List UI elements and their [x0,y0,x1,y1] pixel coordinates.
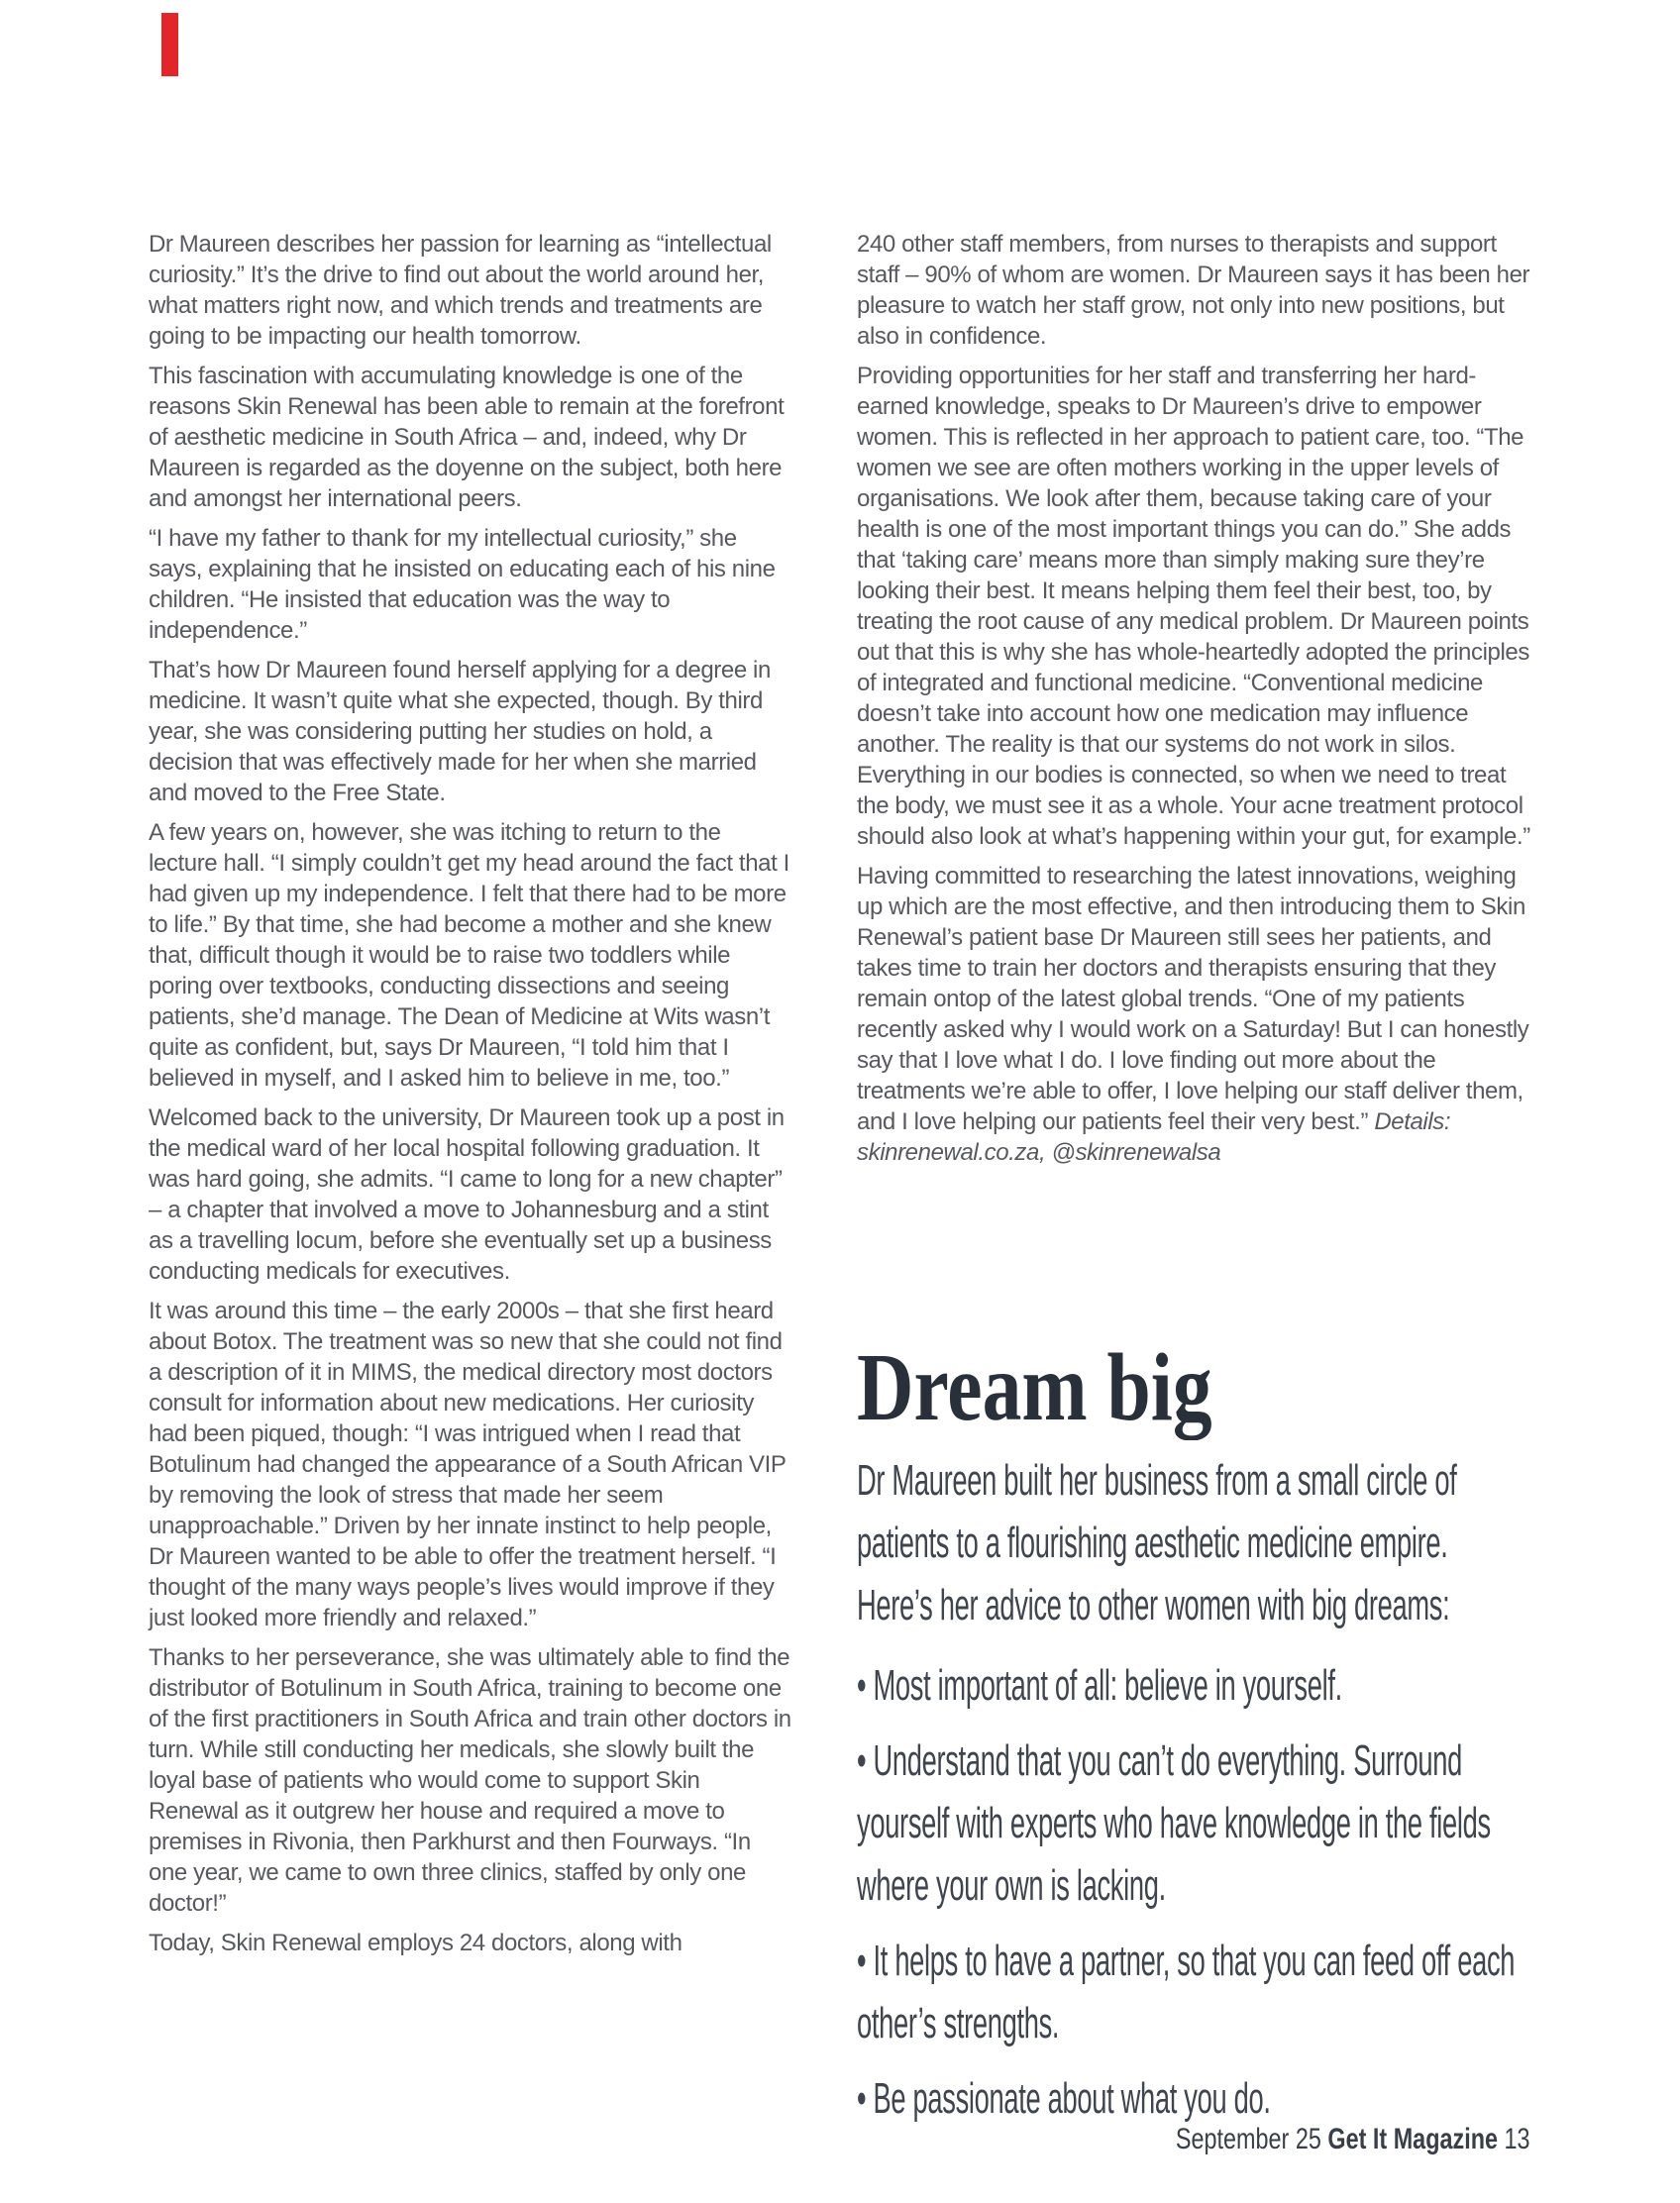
page-number: 13 [1498,2123,1530,2155]
dream-big-content [857,1449,1526,2130]
bullet-glyph: • [857,2074,874,2123]
body-paragraph: Welcomed back to the university, Dr Maureen took up a post in the medical ward of her local hospital following graduation. It was hard going, she admits. “I came to long for a new chapter” – a chapter that involved a move to Johannesburg and a stint as a travelling locum, before she eventually set up a business conducting medicals for executives. [149,1104,785,1285]
contact-details: Details: skinrenewal.co.za, @skinrenewalsa [857,1108,1451,1166]
advice-list [857,1654,1526,2130]
issue-date: September 25 [1176,2123,1328,2155]
page-footer [1176,2122,1530,2157]
list-item [857,2067,1526,2130]
body-paragraph: A few years on, however, she was itching to return to the lecture hall. “I simply couldn’t get my head around the fact that I had given up my independence. I felt that there had to be more to life.” By that time, she had become a mother and she knew that, difficult though it would be to raise two toddlers while poring over textbooks, conducting dissections and seeing patients, she’d manage. The Dean of Medicine at Wits wasn’t quite as confident, but, says Dr Maureen, “I told him that I believed in myself, and I asked him to believe in me, too.” [149,819,789,1092]
body-paragraph: 240 other staff members, from nurses to therapists and support staff – 90% of whom are women. Dr Maureen says it has been her pleasure to watch her staff grow, not only into new positions, but also in confidence. [857,231,1530,350]
list-item [857,1730,1526,1917]
magazine-name: Get It Magazine [1327,2123,1499,2155]
paragraph-text: Having committed to researching the latest innovations, weighing up which are the most effective, and then introducing them to Skin Renewal’s patient base Dr Maureen still sees her patients, and takes time to train her doctors and therapists ensuring that they remain ontop of the latest global trends. “One of my patients recently asked why I would work on a Saturday! But I can honestly say that I love what I do. I love finding out more about the treatments we’re able to offer, I love helping our staff deliver them, and I love helping our patients feel their very best.” [857,863,1529,1135]
dream-big-section [857,1334,1550,2143]
article-right-column [857,229,1538,1177]
bullet-icon: • [857,1661,874,1710]
body-paragraph: That’s how Dr Maureen found herself applying for a degree in medicine. It wasn’t quite what she expected, though. By third year, she was considering putting her studies on hold, a decision that was effectively made for her when she married and moved to the Free State. [149,657,771,806]
body-paragraph: Dr Maureen describes her passion for learning as “intellectual curiosity.” It’s the drive to find out about the world around her, what matters right now, and which trends and treatments are going to be impacting our health tomorrow. [149,231,772,350]
body-paragraph: Providing opportunities for her staff and transferring her hard-earned knowledge, speaks to Dr Maureen’s drive to empower women. This is reflected in her approach to patient care, too. “The women we see are often mothers working in the upper levels of organisations. We look after them, because taking care of your health is one of the most important things you can do.” She adds that ‘taking care’ means more than simply making sure they’re looking their best. It means helping them feel their best, too, by treating the root cause of any medical problem. Dr Maureen points out that this is why she has whole-heartedly adopted the principles of integrated and functional medicine. “Conventional medicine doesn’t take into account how one medication may influence another. The reality is that our systems do not work in silos. Everything in our bodies is connected, so when we need to treat the body, we must see it as a whole. Your acne treatment protocol should also look at what’s happening within your gut, for example.” [857,363,1530,850]
list-item-text: Most important of all: believe in yourself. [873,1661,1342,1710]
article-left-column [149,229,792,1967]
bullet-icon: • [857,1736,874,1785]
body-paragraph: “I have my father to thank for my intellectual curiosity,” she says, explaining that he insisted on educating each of his nine children. “He insisted that education was the way to independence.” [149,525,776,644]
section-title: Dream big [857,1334,1212,1440]
body-paragraph: Thanks to her perseverance, she was ultimately able to find the distributor of Botulinum in South Africa, training to become one of the first practitioners in South Africa and train other doctors in turn. While still conducting her medicals, she slowly built the loyal base of patients who would come to support Skin Renewal as it outgrew her house and required a move to premises in Rivonia, then Parkhurst and then Fourways. “In one year, we came to own three clinics, staffed by only one doctor!” [149,1644,791,1917]
body-paragraph [857,861,1538,1168]
body-paragraph: Today, Skin Renewal employs 24 doctors, along with [149,1930,682,1956]
list-item [857,1930,1526,2054]
list-item-text: Be passionate about what you do. [873,2074,1271,2123]
body-paragraph: It was around this time – the early 2000s – that she first heard about Botox. The treatment was so new that she could not find a description of it in MIMS, the medical directory most doctors consult for information about new medications. Her curiosity had been piqued, though: “I was intrigued when I read that Botulinum had changed the appearance of a South African VIP by removing the look of stress that made her seem unapproachable.” Driven by her innate instinct to help people, Dr Maureen wanted to be able to offer the treatment herself. “I thought of the many ways people’s lives would improve if they just looked more friendly and relaxed.” [149,1298,787,1631]
body-paragraph: This fascination with accumulating knowledge is one of the reasons Skin Renewal has been able to remain at the forefront of aesthetic medicine in South Africa – and, indeed, why Dr Maureen is regarded as the doyenne on the subject, both here and amongst her international peers. [149,363,785,512]
list-item-text: Understand that you can’t do everything. Surround yourself with experts who have knowledge in the fields where your own is lacking. [857,1736,1491,1910]
list-item-text: It helps to have a partner, so that you can feed off each other’s strengths. [857,1937,1516,2047]
red-crop-mark [161,13,178,76]
list-item [857,1654,1526,1717]
section-intro: Dr Maureen built her business from a small circle of patients to a flourishing aesthetic medicine empire. Here’s her advice to other women with big dreams: [857,1456,1457,1629]
bullet-icon: • [857,1937,874,1985]
